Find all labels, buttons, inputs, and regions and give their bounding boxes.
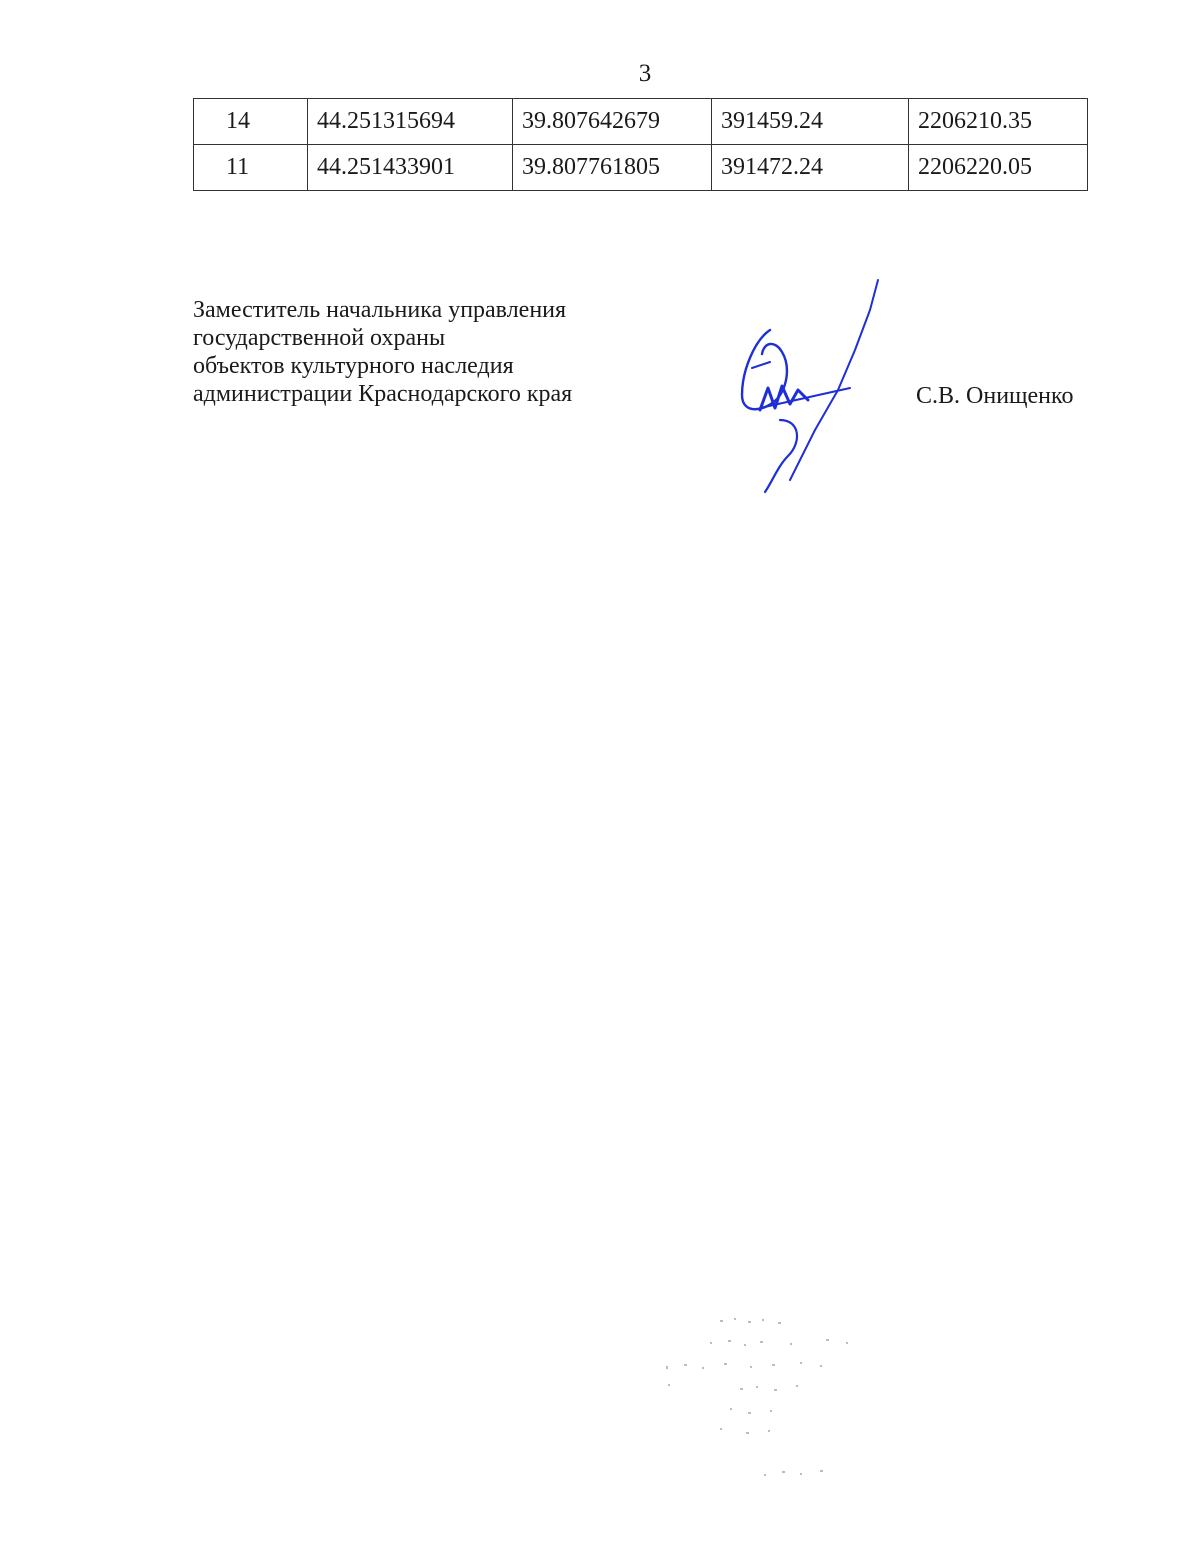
signer-position	[193, 296, 572, 408]
point-number-cell: 14	[194, 99, 308, 145]
y-coordinate-cell: 2206210.35	[909, 99, 1088, 145]
position-line: Заместитель начальника управления	[193, 297, 567, 323]
table-row	[194, 99, 1088, 145]
position-line: объектов культурного наследия	[193, 353, 514, 379]
position-line: администрации Краснодарского края	[193, 381, 573, 407]
signer-name: С.В. Онищенко	[916, 383, 1074, 409]
table-row	[194, 145, 1088, 191]
x-coordinate-cell: 391472.24	[712, 145, 909, 191]
handwritten-signature	[720, 270, 900, 500]
longitude-cell: 39.807642679	[513, 99, 712, 145]
latitude-cell: 44.251433901	[308, 145, 513, 191]
latitude-cell: 44.251315694	[308, 99, 513, 145]
page-number: 3	[638, 60, 652, 87]
longitude-cell: 39.807761805	[513, 145, 712, 191]
point-number-cell: 11	[194, 145, 308, 191]
x-coordinate-cell: 391459.24	[712, 99, 909, 145]
y-coordinate-cell: 2206220.05	[909, 145, 1088, 191]
position-line: государственной охраны	[193, 325, 446, 351]
faded-stamp-marks	[650, 1300, 870, 1490]
coordinates-table	[193, 98, 1088, 191]
